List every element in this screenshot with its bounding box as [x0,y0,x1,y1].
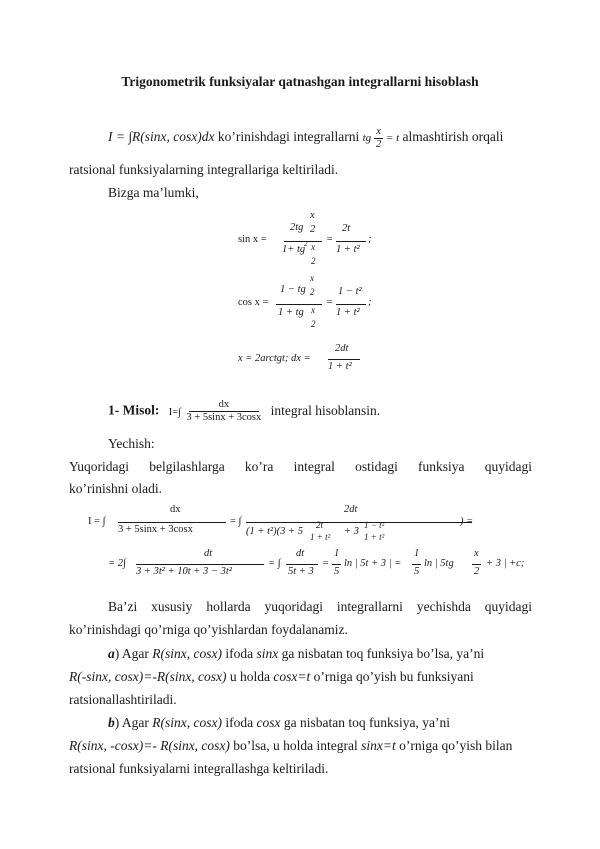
misol-fraction: $\frac{dx}{3 + 5\sin x + 3\cos x}$ [186,399,262,423]
case-b-line-2: R(sinx, -cosx)=- R(sinx, cosx) bo’lsa, u holda integral sinx=t o’rniga qo’yish bilan [69,738,513,753]
equation-2: = 2∫ dt 3 + 3t² + 10t + 3 − 3t² = ∫ dt 5t + 3 = 1 5 ln | 5t + 3 | = 1 5 ln | 5tg x 2 + 3 | +c; [108,548,525,577]
case-a-line-3: ratsionallashtiriladi. [69,692,177,707]
case-b-line-3: ratsional funksiyalarni integrallashga keltiriladi. [69,761,329,776]
intro-text-1: ko’rinishdagi integrallarni [214,129,363,145]
intro-text-2: almashtirish orqali [399,129,504,145]
case-a-line-2: R(-sinx, cosx)=-R(sinx, cosx) u holda cosx=t o’rniga qo’yish bu funksiyani [69,669,474,684]
intro-line-3: Bizga ma’lumki, [108,185,199,200]
cos-formula: cos x = 1 − tg x 2 1 + tg x 2 = 1 − t² 1 + t² ; [238,273,372,329]
paragraph-1: Yuqoridagi belgilashlarga ko’ra integral ostidagi funksiya quyidagi [69,459,532,474]
x-formula: x = 2arctgt; dx = 2dt 1 + t² [238,343,368,375]
yechish-label: Yechish: [108,436,155,451]
misol-line: 1- Misol: I=∫ $\frac{dx}{3 + 5\sin x + 3\cos x}$ integral hisoblansin. [108,399,381,423]
paragraph-2b: ko’rinishdagi qo’rniga qo’yishlardan foydalanamiz. [69,622,348,637]
misol-text: integral hisoblansin. [270,402,381,418]
misol-label: 1- Misol: [108,402,160,418]
page-title: Trigonometrik funksiyalar qatnashgan integrallarni hisoblash [121,74,479,89]
paragraph-2: Ba’zi xususiy hollarda yuqoridagi integrallarni yechishda quyidagi [108,599,532,614]
intro-line-1 [108,126,503,151]
paragraph-1b: ko’rinishni oladi. [69,481,162,496]
case-a-line-1: a) Agar R(sinx, cosx) ifoda sinx ga nisbatan toq funksiya bo’lsa, ya’ni [108,646,485,661]
intro-line-2: ratsional funksiyalarning integrallariga keltiriladi. [69,162,339,177]
case-b-line-1: b) Agar R(sinx, cosx) ifoda cosx ga nisbatan toq funksiya, ya’ni [108,715,450,730]
equation-1: I = ∫ dx 3 + 5sinx + 3cosx = ∫ 2dt (1 + t²)(3 + 5 2t 1 + t² + 3 1 − t² 1 + t² ) = [88,504,474,542]
tg-substitution: tg $\frac{x}{2}$ = t [362,126,400,150]
integral-formula: I = ∫R(sinx, cosx)dx [108,129,215,145]
sin-formula: sin x = 2tg x 2 1+ tg 2 x 2 = 2t 1 + t² ; [238,210,372,266]
